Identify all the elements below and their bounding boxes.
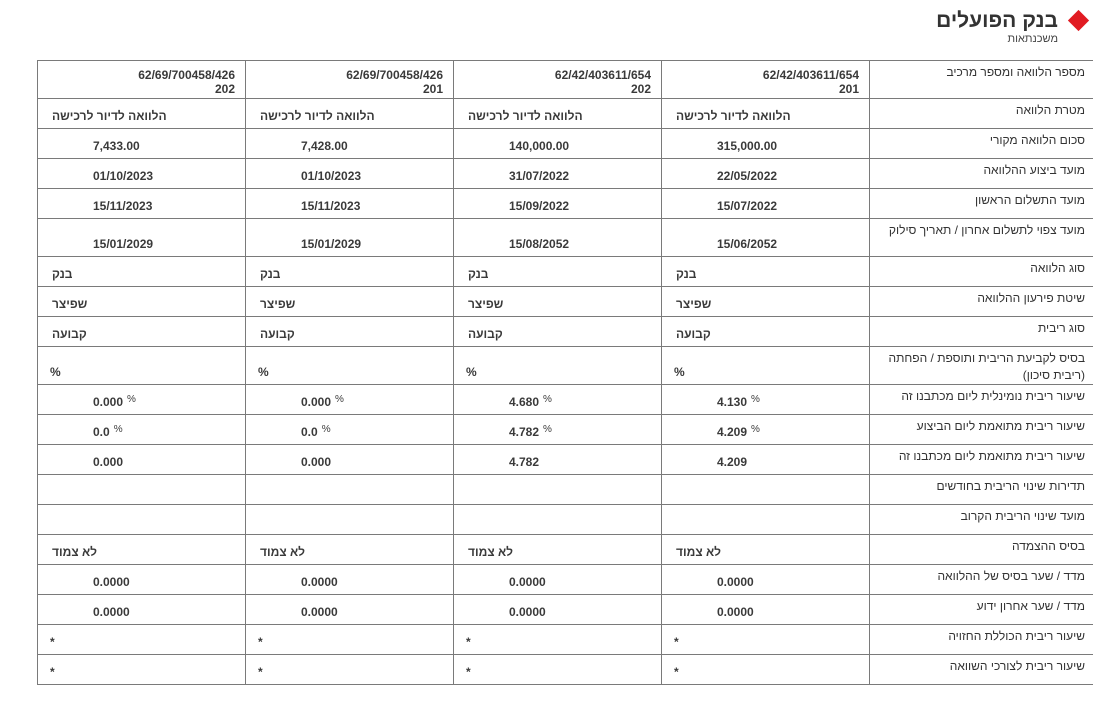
row-label: מועד צפוי לתשלום אחרון / תאריך סילוק <box>870 219 1093 257</box>
cell-value <box>246 237 453 256</box>
percent-sign: % <box>127 394 136 405</box>
table-cell <box>38 595 246 625</box>
row-label: סוג הלוואה <box>870 257 1093 287</box>
table-cell <box>246 475 454 505</box>
cell-value <box>454 665 661 684</box>
table-cell <box>38 287 246 317</box>
table-cell <box>38 505 246 535</box>
table-cell <box>662 347 870 385</box>
value-text: * <box>674 665 679 679</box>
table-cell <box>662 595 870 625</box>
table-cell <box>38 625 246 655</box>
table-cell <box>246 595 454 625</box>
cell-value <box>246 64 453 98</box>
cell-value <box>454 499 661 504</box>
value-text: 15/11/2023 <box>301 199 361 213</box>
cell-value <box>662 139 869 158</box>
value-text: 7,433.00 <box>93 139 140 153</box>
table-cell <box>662 317 870 347</box>
value-text: 0.0000 <box>509 575 546 589</box>
loan-details-table <box>37 60 1093 685</box>
value-text: * <box>466 665 471 679</box>
table-cell <box>38 565 246 595</box>
value-text: 0.0000 <box>717 575 754 589</box>
value-text: % <box>50 365 61 379</box>
table-row-adj_rate_exec <box>38 415 1093 445</box>
table-cell <box>246 317 454 347</box>
cell-value <box>38 237 245 256</box>
table-cell <box>38 445 246 475</box>
cell-value <box>38 424 245 444</box>
cell-value <box>662 327 869 346</box>
table-cell <box>246 347 454 385</box>
table-cell <box>246 99 454 129</box>
table-cell <box>662 61 870 99</box>
value-text: 15/01/2029 <box>301 237 362 251</box>
table-cell <box>246 625 454 655</box>
cell-value <box>454 169 661 188</box>
cell-value <box>38 605 245 624</box>
table-cell <box>454 129 662 159</box>
bank-logo <box>931 10 1091 50</box>
table-cell <box>454 287 662 317</box>
cell-value <box>246 109 453 128</box>
cell-value <box>38 267 245 286</box>
value-text: שפיצר <box>676 297 712 311</box>
cell-value <box>246 327 453 346</box>
cell-value <box>246 605 453 624</box>
table-cell <box>454 99 662 129</box>
cell-value <box>38 665 245 684</box>
value-text: 4.680 <box>509 395 540 409</box>
table-cell <box>38 535 246 565</box>
table-row-last_index <box>38 595 1093 625</box>
table-cell <box>246 287 454 317</box>
value-text: * <box>674 635 679 649</box>
table-cell <box>246 445 454 475</box>
table-cell <box>38 475 246 505</box>
table-cell <box>662 129 870 159</box>
value-text: 15/11/2023 <box>93 199 153 213</box>
table-row-interest_type <box>38 317 1093 347</box>
cell-value <box>38 109 245 128</box>
cell-value <box>662 64 869 98</box>
cell-value <box>38 199 245 218</box>
value-text: 4.209 <box>717 455 748 469</box>
value-text: לא צמוד <box>676 545 722 559</box>
value-text: הלוואה לדיור לרכישה <box>260 109 375 123</box>
cell-value <box>246 499 453 504</box>
table-cell <box>246 535 454 565</box>
table-cell <box>662 189 870 219</box>
value-text: % <box>674 365 685 379</box>
table-cell <box>662 535 870 565</box>
value-text: 15/01/2029 <box>93 237 154 251</box>
value-text: שפיצר <box>52 297 88 311</box>
cell-value <box>38 169 245 188</box>
value-text: לא צמוד <box>260 545 306 559</box>
table-cell <box>246 219 454 257</box>
table-cell <box>662 505 870 535</box>
cell-value <box>454 575 661 594</box>
table-cell <box>38 219 246 257</box>
row-label: שיעור ריבית נומינלית ליום מכתבנו זה <box>870 385 1093 415</box>
percent-sign: % <box>113 424 123 435</box>
logo-diamond-icon <box>1068 10 1089 31</box>
value-text: שפיצר <box>468 297 504 311</box>
value-text: 15/09/2022 <box>509 199 570 213</box>
cell-value <box>454 139 661 158</box>
value-text: לא צמוד <box>468 545 514 559</box>
value-text: 0.000 <box>301 455 332 469</box>
row-label: מועד שינוי הריבית הקרוב <box>870 505 1093 535</box>
value-text: בנק <box>676 267 697 281</box>
cell-value <box>662 529 869 534</box>
value-text: 4.782 <box>509 425 540 439</box>
value-text: * <box>258 665 263 679</box>
value-text: 01/10/2023 <box>301 169 362 183</box>
table-row-last_payment <box>38 219 1093 257</box>
table-cell <box>454 189 662 219</box>
cell-value <box>662 297 869 316</box>
value-text: 0.0000 <box>301 575 338 589</box>
table-cell <box>246 61 454 99</box>
cell-value <box>246 665 453 684</box>
cell-value <box>246 365 453 384</box>
cell-value <box>246 455 453 474</box>
cell-value <box>38 499 245 504</box>
bank-name: בנק הפועלים <box>936 9 1058 32</box>
table-cell <box>662 159 870 189</box>
table-cell <box>454 347 662 385</box>
cell-value <box>38 139 245 158</box>
row-label: סכום הלוואה מקורי <box>870 129 1093 159</box>
table-cell <box>38 129 246 159</box>
table-cell <box>38 317 246 347</box>
value-text: 31/07/2022 <box>509 169 570 183</box>
value-text: 22/05/2022 <box>717 169 778 183</box>
table-cell <box>454 625 662 655</box>
cell-value <box>38 297 245 316</box>
loan-number: 62/42/403611/654 <box>554 68 651 82</box>
row-label: מועד התשלום הראשון <box>870 189 1093 219</box>
division-name: משכנתאות <box>1007 33 1058 45</box>
table-row-first_payment <box>38 189 1093 219</box>
value-text: 0.0 <box>301 425 318 439</box>
table-cell <box>454 505 662 535</box>
row-label: מטרת הלוואה <box>870 99 1093 129</box>
table-cell <box>38 99 246 129</box>
table-cell <box>454 565 662 595</box>
cell-value <box>454 635 661 654</box>
cell-value <box>454 365 661 384</box>
cell-value <box>662 169 869 188</box>
value-text: * <box>258 635 263 649</box>
value-text: 15/07/2022 <box>717 199 778 213</box>
row-label: בסיס ההצמדה <box>870 535 1093 565</box>
value-text: הלוואה לדיור לרכישה <box>52 109 167 123</box>
value-text: * <box>466 635 471 649</box>
cell-value <box>246 635 453 654</box>
table-cell <box>246 159 454 189</box>
table-cell <box>38 385 246 415</box>
table-cell <box>246 385 454 415</box>
table-cell <box>38 257 246 287</box>
row-label: שיעור ריבית הכוללת החזויה <box>870 625 1093 655</box>
cell-value <box>38 529 245 534</box>
value-text: לא צמוד <box>52 545 98 559</box>
row-label: מדד / שער אחרון ידוע <box>870 595 1093 625</box>
table-cell <box>662 219 870 257</box>
cell-value <box>454 199 661 218</box>
table-cell <box>38 189 246 219</box>
table-row-next_change <box>38 505 1093 535</box>
cell-value <box>246 297 453 316</box>
table-cell <box>246 129 454 159</box>
value-text: % <box>466 365 477 379</box>
cell-value <box>246 575 453 594</box>
value-text: 0.0000 <box>717 605 754 619</box>
table-row-adj_rate_now <box>38 445 1093 475</box>
table-cell <box>246 415 454 445</box>
cell-value <box>662 665 869 684</box>
cell-value <box>662 635 869 654</box>
value-text: 15/08/2052 <box>509 237 570 251</box>
value-text: 0.0000 <box>93 605 130 619</box>
table-row-interest_basis <box>38 347 1093 385</box>
row-label: מדד / שער בסיס של ההלוואה <box>870 565 1093 595</box>
cell-value <box>454 237 661 256</box>
table-cell <box>662 625 870 655</box>
value-text: 0.0000 <box>301 605 338 619</box>
cell-value <box>454 267 661 286</box>
table-cell <box>454 219 662 257</box>
row-label: שיעור ריבית לצורכי השוואה <box>870 655 1093 685</box>
cell-value <box>662 545 869 564</box>
value-text: 01/10/2023 <box>93 169 154 183</box>
cell-value <box>454 455 661 474</box>
value-text: קבועה <box>52 327 87 341</box>
cell-value <box>662 424 869 444</box>
value-text: * <box>50 665 55 679</box>
cell-value <box>454 109 661 128</box>
value-text: 0.000 <box>301 395 332 409</box>
table-row-base_index <box>38 565 1093 595</box>
table-cell <box>454 445 662 475</box>
value-text: קבועה <box>676 327 711 341</box>
cell-value <box>454 297 661 316</box>
table-cell <box>246 505 454 535</box>
cell-value <box>662 237 869 256</box>
table-cell <box>454 257 662 287</box>
table-row-nominal_rate <box>38 385 1093 415</box>
row-label: סוג ריבית <box>870 317 1093 347</box>
value-text: 0.0 <box>93 425 110 439</box>
cell-value <box>38 394 245 414</box>
value-text: 7,428.00 <box>301 139 348 153</box>
table-cell <box>38 347 246 385</box>
cell-value <box>662 499 869 504</box>
percent-sign: % <box>751 394 760 405</box>
table-cell <box>454 317 662 347</box>
table-cell <box>454 595 662 625</box>
component-number: 201 <box>422 82 443 96</box>
loan-number: 62/69/700458/426 <box>346 68 443 82</box>
value-text: שפיצר <box>260 297 296 311</box>
table-cell <box>454 655 662 685</box>
table-cell <box>662 565 870 595</box>
component-number: 201 <box>838 82 859 96</box>
value-text: 4.782 <box>509 455 540 469</box>
table-cell <box>38 159 246 189</box>
row-label: מועד ביצוע ההלוואה <box>870 159 1093 189</box>
table-cell <box>454 385 662 415</box>
value-text: הלוואה לדיור לרכישה <box>468 109 583 123</box>
cell-value <box>662 394 869 414</box>
value-text: 315,000.00 <box>717 139 778 153</box>
table-row-change_freq <box>38 475 1093 505</box>
cell-value <box>38 365 245 384</box>
value-text: 4.130 <box>717 395 748 409</box>
component-number: 202 <box>214 82 235 96</box>
value-text: 0.000 <box>93 395 124 409</box>
table-cell <box>662 287 870 317</box>
percent-sign: % <box>335 394 344 405</box>
row-label: מספר הלוואה ומספר מרכיב <box>870 61 1093 99</box>
cell-value <box>662 365 869 384</box>
cell-value <box>246 545 453 564</box>
row-label: שיעור ריבית מתואמת ליום הביצוע <box>870 415 1093 445</box>
value-text: בנק <box>468 267 489 281</box>
loan-number: 62/69/700458/426 <box>138 68 235 82</box>
table-cell <box>662 655 870 685</box>
table-cell <box>454 415 662 445</box>
component-number: 202 <box>630 82 651 96</box>
table-cell <box>662 99 870 129</box>
table-row-exec_date <box>38 159 1093 189</box>
percent-sign: % <box>543 424 552 435</box>
value-text: בנק <box>52 267 73 281</box>
cell-value <box>454 605 661 624</box>
cell-value <box>454 394 661 414</box>
cell-value <box>454 327 661 346</box>
table-cell <box>662 257 870 287</box>
cell-value <box>246 267 453 286</box>
table-cell <box>454 535 662 565</box>
table-cell <box>454 475 662 505</box>
cell-value <box>246 529 453 534</box>
value-text: הלוואה לדיור לרכישה <box>676 109 791 123</box>
value-text: 15/06/2052 <box>717 237 778 251</box>
table-cell <box>662 385 870 415</box>
table-row-purpose <box>38 99 1093 129</box>
cell-value <box>38 635 245 654</box>
table-row-linkage_basis <box>38 535 1093 565</box>
cell-value <box>662 109 869 128</box>
value-text: 0.0000 <box>93 575 130 589</box>
table-cell <box>38 655 246 685</box>
value-text: 0.0000 <box>509 605 546 619</box>
cell-value <box>662 267 869 286</box>
value-text: קבועה <box>468 327 503 341</box>
value-text: 0.000 <box>93 455 124 469</box>
table-row-loan_type <box>38 257 1093 287</box>
value-text: קבועה <box>260 327 295 341</box>
cell-value <box>662 199 869 218</box>
table-cell <box>246 257 454 287</box>
table-cell <box>38 415 246 445</box>
row-label: שיעור ריבית מתואמת ליום מכתבנו זה <box>870 445 1093 475</box>
row-label: שיטת פירעון ההלוואה <box>870 287 1093 317</box>
value-text: בנק <box>260 267 281 281</box>
cell-value <box>38 327 245 346</box>
cell-value <box>38 64 245 98</box>
table-row-comparison_rate <box>38 655 1093 685</box>
cell-value <box>454 424 661 444</box>
table-row-original_amount <box>38 129 1093 159</box>
cell-value <box>662 575 869 594</box>
table-cell <box>454 61 662 99</box>
table-cell <box>246 565 454 595</box>
cell-value <box>246 394 453 414</box>
cell-value <box>662 605 869 624</box>
cell-value <box>246 199 453 218</box>
table-cell <box>662 475 870 505</box>
table-cell <box>246 189 454 219</box>
percent-sign: % <box>321 424 331 435</box>
table-cell <box>246 655 454 685</box>
value-text: % <box>258 365 269 379</box>
cell-value <box>38 575 245 594</box>
cell-value <box>454 64 661 98</box>
table-cell <box>454 159 662 189</box>
cell-value <box>662 455 869 474</box>
table-row-effective_rate <box>38 625 1093 655</box>
cell-value <box>246 139 453 158</box>
cell-value <box>454 529 661 534</box>
table-cell <box>38 61 246 99</box>
loan-number: 62/42/403611/654 <box>762 68 859 82</box>
table-row-repayment_method <box>38 287 1093 317</box>
cell-value <box>454 545 661 564</box>
table-cell <box>662 415 870 445</box>
percent-sign: % <box>751 424 760 435</box>
cell-value <box>38 545 245 564</box>
value-text: * <box>50 635 55 649</box>
row-label: תדירות שינוי הריבית בחודשים <box>870 475 1093 505</box>
value-text: 4.209 <box>717 425 748 439</box>
cell-value <box>246 424 453 444</box>
value-text: 140,000.00 <box>509 139 570 153</box>
cell-value <box>246 169 453 188</box>
table-row-id <box>38 61 1093 99</box>
row-label: בסיס לקביעת הריבית ותוספת / הפחתה (ריבית סיכון) <box>870 347 1093 385</box>
table-cell <box>662 445 870 475</box>
percent-sign: % <box>543 394 552 405</box>
cell-value <box>38 455 245 474</box>
